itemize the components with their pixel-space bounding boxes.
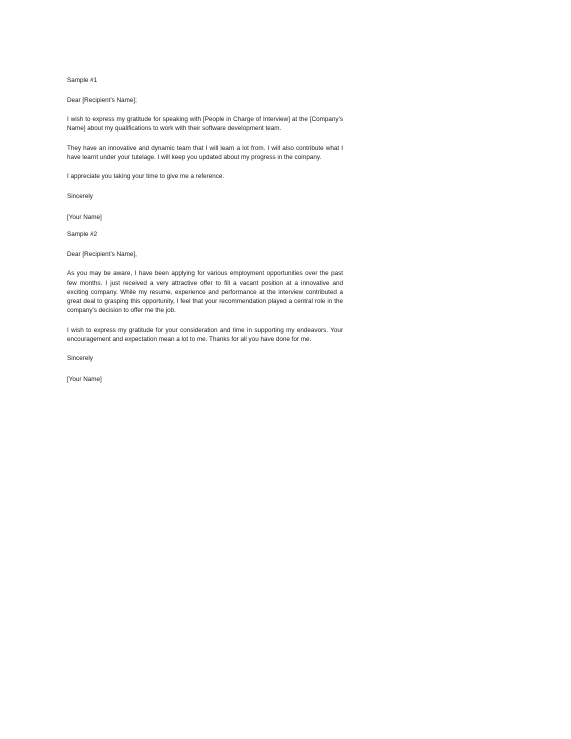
sample1-closing: Sincerely <box>67 192 93 200</box>
sample2-signature: [Your Name] <box>67 376 102 384</box>
sample1-salutation: Dear [Recipient’s Name]; <box>67 96 137 104</box>
sample2-salutation: Dear [Recipient’s Name], <box>67 250 137 258</box>
sample2-heading: Sample #2 <box>67 231 98 239</box>
sample1-signature: [Your Name] <box>67 213 102 221</box>
sample1-paragraph-3: I appreciate you taking your time to give me a reference. <box>67 173 225 181</box>
sample1-paragraph-1: I wish to express my gratitude for speaking with [People in Charge of Interview] at the [Company’s Name] about my qualifications to work with their software development team. <box>67 116 343 133</box>
sample2-paragraph-1: As you may be aware, I have been applying for various employment opportunities over the past few months. I just received a very attractive offer to fill a vacant position at a innovative and exciting company. While my resume, experience and performance at the interview contributed a great deal to grasping this opportunity, I feel that your recommendation played a central role in the company's decision to offer me the job. <box>67 270 343 315</box>
sample2-paragraph-2: I wish to express my gratitude for your consideration and time in supporting my endeavors. Your encouragement and expectation mean a lot to me. Thanks for all you have done for me. <box>67 326 343 343</box>
sample1-heading: Sample #1 <box>67 77 98 84</box>
letter-content <box>67 76 343 384</box>
sample2-closing: Sincerely <box>67 355 93 363</box>
sample1-paragraph-2: They have an innovative and dynamic team that I will learn a lot from. I will also contribute what I have learnt under your tutelage. I will keep you updated about my progress in the company. <box>67 144 343 161</box>
